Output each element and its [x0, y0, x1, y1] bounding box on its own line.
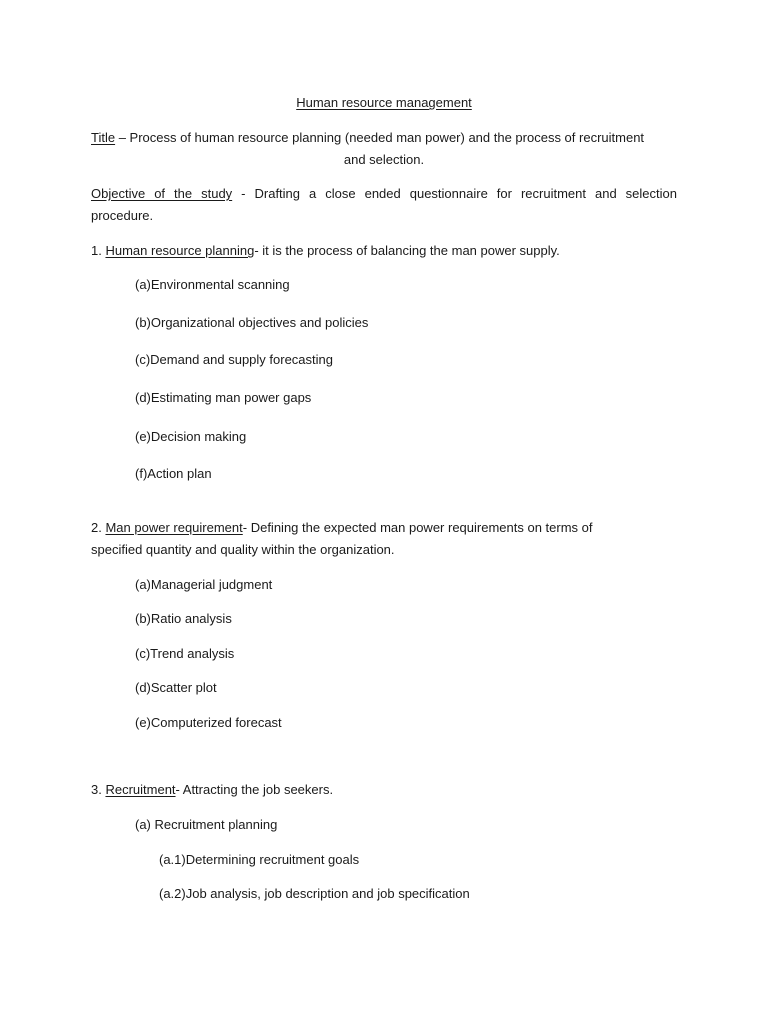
title-line-2	[0, 152, 768, 168]
list-item: (b)Organizational objectives and policies	[135, 315, 369, 330]
list-item: (d)Scatter plot	[135, 680, 217, 695]
sub-list-item: (a.1)Determining recruitment goals	[159, 852, 360, 867]
list-item: (e)Decision making	[135, 429, 247, 444]
objective-text-1: - Drafting a close ended questionnaire for recruitment and selection	[232, 186, 677, 201]
section-title: Man power requirement	[105, 520, 243, 535]
list-item: (f)Action plan	[135, 466, 212, 481]
objective-paragraph	[91, 183, 677, 227]
section-1-heading	[91, 243, 560, 259]
section-description: - Defining the expected man power requirements on terms of	[242, 520, 593, 535]
heading-text: Human resource management	[296, 95, 472, 110]
sub-list-item: (a.2)Job analysis, job description and job specification	[159, 886, 470, 901]
section-number: 3.	[91, 782, 106, 797]
section-3-heading	[91, 782, 333, 798]
list-item: (c)Trend analysis	[135, 646, 235, 661]
list-item: (a)Managerial judgment	[135, 577, 273, 592]
title-line-1	[91, 130, 644, 146]
title-label: Title	[91, 130, 116, 145]
section-title: Recruitment	[105, 782, 176, 797]
section-number: 1.	[91, 243, 106, 258]
list-item: (c)Demand and supply forecasting	[135, 352, 333, 367]
list-item: (a) Recruitment planning	[135, 817, 278, 832]
list-item: (d)Estimating man power gaps	[135, 390, 312, 405]
list-item: (e)Computerized forecast	[135, 715, 282, 730]
list-item: (a)Environmental scanning	[135, 277, 290, 292]
list-item: (b)Ratio analysis	[135, 611, 232, 626]
section-number: 2.	[91, 520, 106, 535]
section-description: - Attracting the job seekers.	[175, 782, 334, 797]
document-heading	[0, 95, 768, 111]
title-text-2: and selection.	[343, 152, 425, 167]
title-text-1: – Process of human resource planning (needed man power) and the process of recruitment	[115, 130, 645, 145]
objective-label: Objective of the study	[91, 186, 233, 201]
section-description: - it is the process of balancing the man power supply.	[254, 243, 560, 258]
objective-line-1	[91, 183, 677, 205]
section-2-description-line-2: specified quantity and quality within the organization.	[91, 542, 395, 557]
section-title: Human resource planning	[105, 243, 255, 258]
section-2-heading	[91, 520, 593, 536]
objective-line-2: procedure.	[91, 208, 154, 223]
